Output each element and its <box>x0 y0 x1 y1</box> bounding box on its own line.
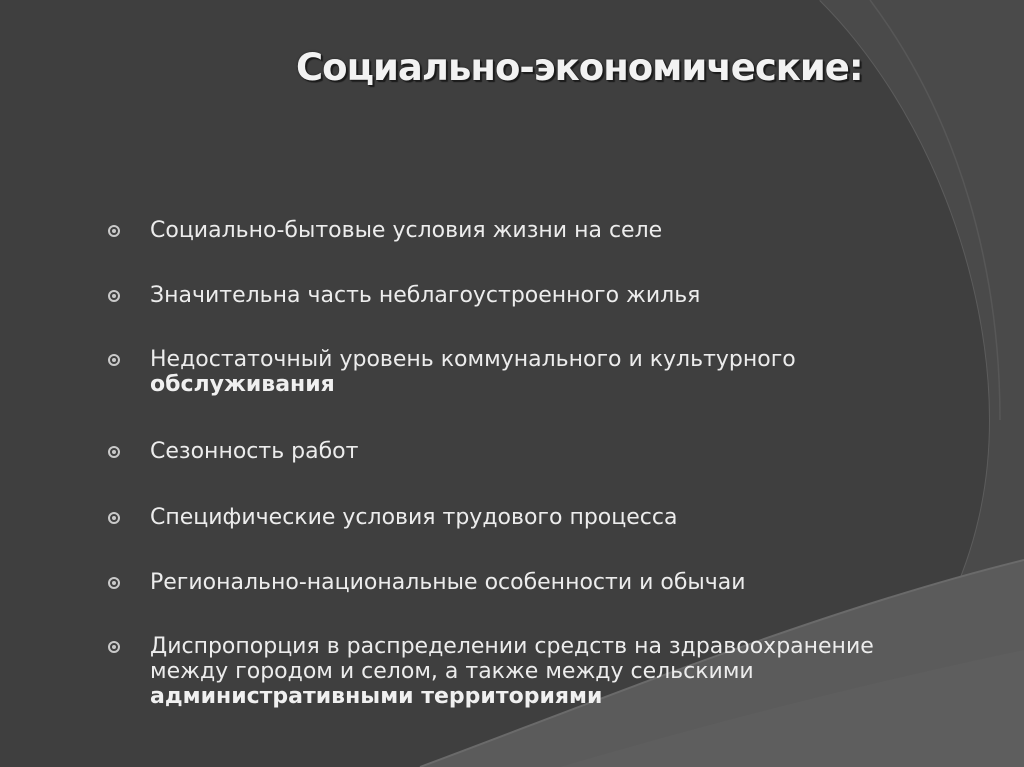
circle-dot-bullet-icon <box>108 512 120 524</box>
list-item-text <box>150 283 970 308</box>
list-item-bold-line: административными территориями <box>150 684 603 709</box>
circle-dot-bullet-icon <box>108 577 120 589</box>
list-item-line: Социально-бытовые условия жизни на селе <box>150 218 663 243</box>
list-item-line: Регионально-национальные особенности и обычаи <box>150 570 746 595</box>
list-item-line: Диспропорция в распределении средств на здравоохранение <box>150 634 874 659</box>
list-item-text <box>150 439 970 464</box>
list-item-text <box>150 347 970 397</box>
list-item-line: между городом и селом, а также между сельскими <box>150 659 754 684</box>
circle-dot-bullet-icon <box>108 446 120 458</box>
list-item-line: Недостаточный уровень коммунального и культурного <box>150 347 796 372</box>
list-item-line: Специфические условия трудового процесса <box>150 505 678 530</box>
circle-dot-bullet-icon <box>108 641 120 653</box>
circle-dot-bullet-icon <box>108 354 120 366</box>
list-item-line: Сезонность работ <box>150 439 359 464</box>
list-item-bold-line: обслуживания <box>150 372 335 397</box>
slide-title: Социально-экономические: <box>296 46 863 89</box>
circle-dot-bullet-icon <box>108 225 120 237</box>
list-item-text <box>150 218 970 243</box>
list-item-text <box>150 505 970 530</box>
list-item-line: Значительна часть неблагоустроенного жилья <box>150 283 701 308</box>
circle-dot-bullet-icon <box>108 290 120 302</box>
list-item-text <box>150 634 970 709</box>
list-item-text <box>150 570 970 595</box>
